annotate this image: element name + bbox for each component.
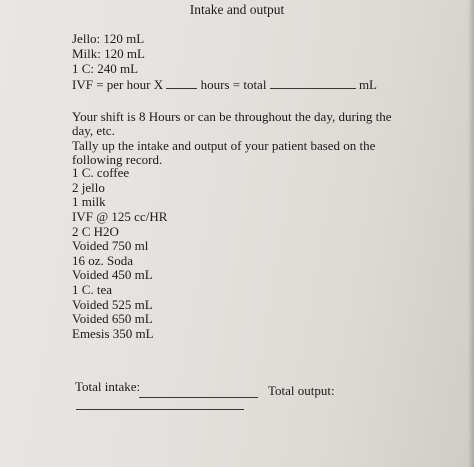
record-item: 1 C. tea bbox=[72, 282, 113, 297]
record-item: Voided 650 mL bbox=[72, 311, 153, 326]
ivf-formula-line bbox=[72, 77, 377, 92]
intake-jello: Jello: 120 mL bbox=[72, 31, 145, 46]
page-shadow-edge bbox=[468, 0, 474, 467]
instruction-line: day, etc. bbox=[72, 123, 115, 138]
record-item: Voided 450 mL bbox=[72, 267, 153, 282]
record-item: Voided 750 ml bbox=[72, 238, 149, 253]
ivf-formula-part2: hours = total bbox=[200, 77, 267, 92]
record-item: 2 jello bbox=[72, 180, 105, 195]
record-item: 1 milk bbox=[72, 194, 106, 209]
record-item: 1 C. coffee bbox=[72, 165, 130, 180]
instruction-line: Your shift is 8 Hours or can be throughout the day, during the bbox=[72, 109, 392, 124]
total-intake-blank[interactable] bbox=[139, 397, 258, 398]
total-intake-label: Total intake: bbox=[75, 379, 141, 394]
record-item: Emesis 350 mL bbox=[72, 326, 154, 341]
total-output-label: Total output: bbox=[268, 383, 335, 398]
instruction-line: Tally up the intake and output of your patient based on the bbox=[72, 138, 376, 153]
ivf-rate-blank[interactable] bbox=[166, 77, 197, 89]
record-item: Voided 525 mL bbox=[72, 297, 153, 312]
page-title: Intake and output bbox=[189, 2, 285, 17]
record-item: 2 C H2O bbox=[72, 224, 119, 239]
ivf-total-blank[interactable] bbox=[270, 77, 356, 89]
record-item: IVF @ 125 cc/HR bbox=[72, 209, 168, 224]
total-output-blank[interactable] bbox=[76, 409, 244, 410]
intake-cup: 1 C: 240 mL bbox=[72, 61, 139, 76]
record-item: 16 oz. Soda bbox=[72, 253, 134, 268]
ivf-formula-unit: mL bbox=[358, 77, 377, 92]
ivf-formula-part1: IVF = per hour X bbox=[72, 77, 164, 92]
intake-milk: Milk: 120 mL bbox=[72, 46, 145, 61]
instruction-line: following record. bbox=[72, 152, 163, 167]
